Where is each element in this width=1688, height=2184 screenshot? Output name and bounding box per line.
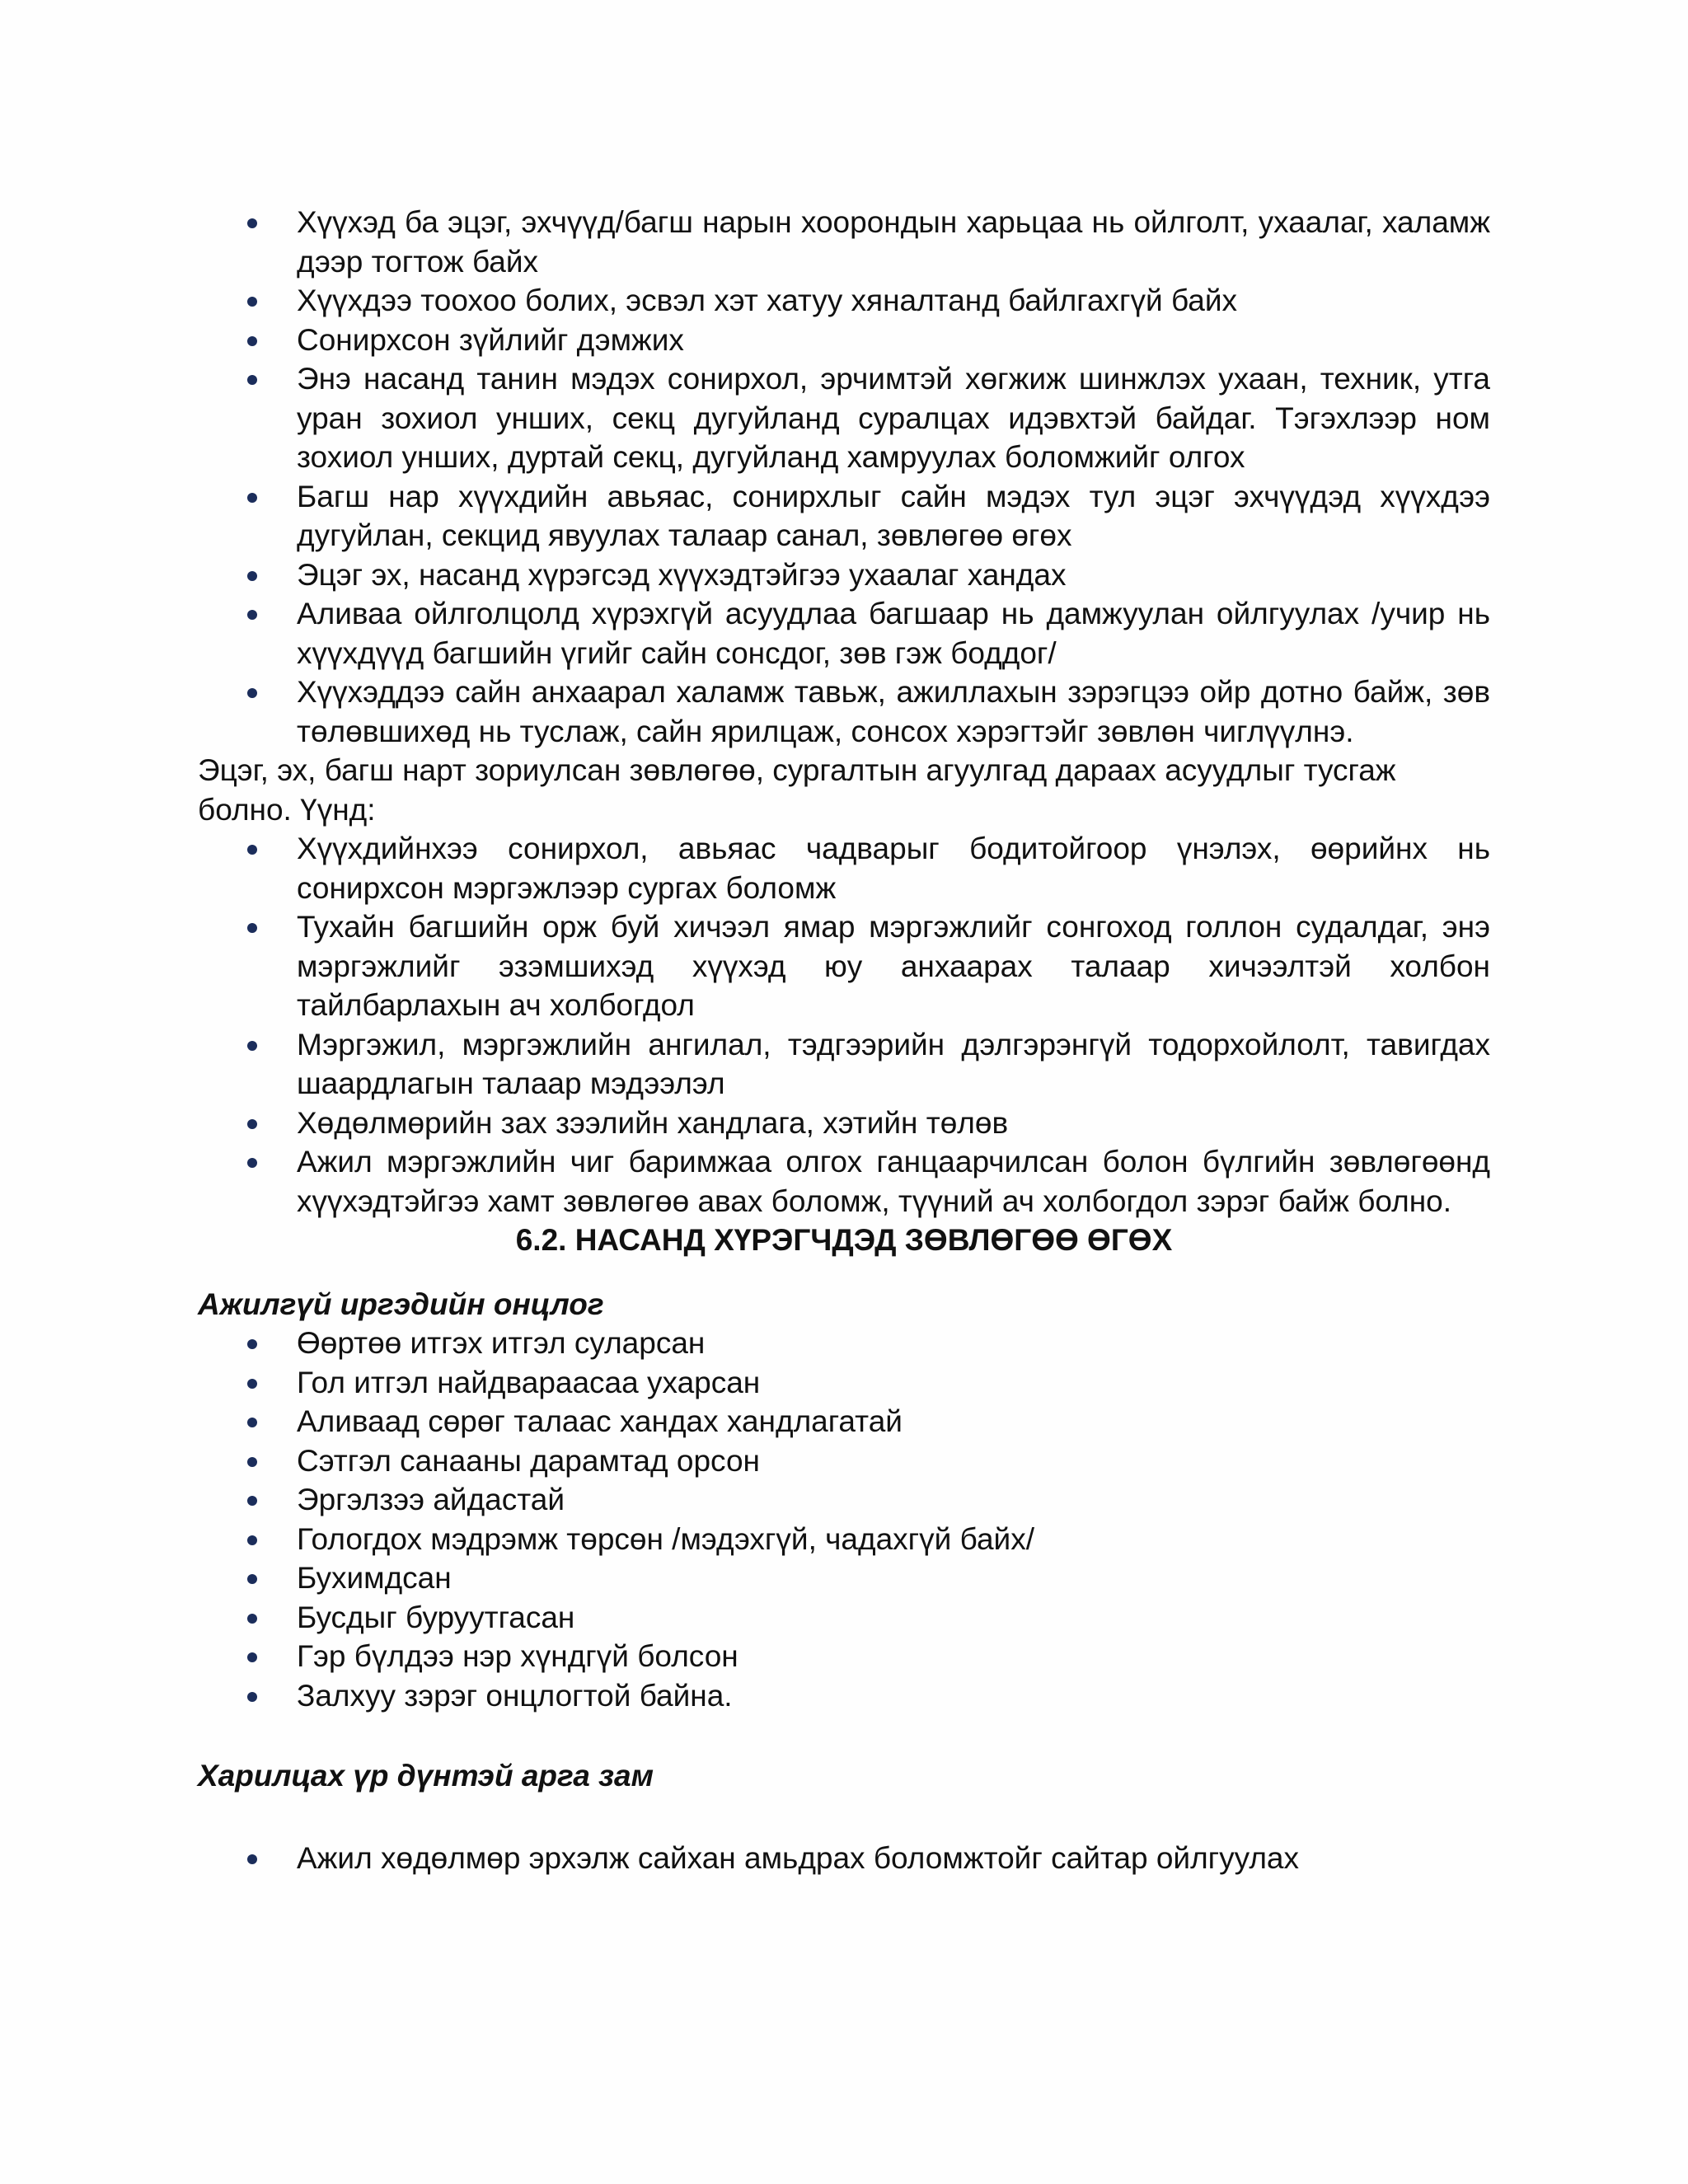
list-item: Гэр бүлдээ нэр хүндгүй болсон (297, 1637, 1490, 1676)
list-item: Энэ насанд танин мэдэх сонирхол, эрчимтэй хөгжиж шинжлэх ухаан, техник, утга уран зохиол унших, секц дугуйланд суралцах идэвхтэй байдаг. Тэгэхлээр ном зохиол унших, дуртай секц, дугуйланд хамруулах боломжийг олгох (297, 359, 1490, 477)
bullet-icon (247, 1418, 257, 1427)
list-item: Ажил мэргэжлийн чиг баримжаа олгох ганцаарчилсан болон бүлгийн зөвлөгөөнд хүүхэдтэйгээ хамт зөвлөгөө авах боломж, түүний ач холбогдол зэрэг байж болно. (297, 1142, 1490, 1221)
bullet-icon (247, 336, 257, 346)
list-item: Хүүхэд ба эцэг, эхчүүд/багш нарын хоорондын харьцаа нь ойлголт, ухаалаг, халамж дээр тогтож байх (297, 203, 1490, 281)
list-item: Бухимдсан (297, 1558, 1490, 1598)
bullet-icon (247, 1119, 257, 1129)
list-item: Хүүхдээ тоохоо болих, эсвэл хэт хатуу хяналтанд байлгахгүй байх (297, 281, 1490, 321)
subheading-unemployed: Ажилгүй иргэдийн онцлог (198, 1286, 604, 1321)
document-body (198, 203, 1490, 1877)
bullet-icon (247, 571, 257, 581)
list-item: Мэргэжил, мэргэжлийн ангилал, тэдгээрийн дэлгэрэнгүй тодорхойлолт, тавигдах шаардлагын талаар мэдээлэл (297, 1025, 1490, 1104)
bullet-icon (247, 1574, 257, 1584)
list-item: Залхуу зэрэг онцлогтой байна. (297, 1676, 1490, 1716)
bullet-icon (247, 688, 257, 698)
bullet-icon (247, 1692, 257, 1702)
list-item: Хүүхэддээ сайн анхаарал халамж тавьж, ажиллахын зэрэгцээ ойр дотно байж, зөв төлөвшихөд нь туслаж, сайн ярилцаж, сонсох хэрэгтэйг зөвлөн чиглүүлнэ. (297, 673, 1490, 751)
bullet-icon (247, 923, 257, 933)
bullet-icon (247, 610, 257, 620)
parent-advice-list (198, 203, 1490, 751)
bullet-icon (247, 297, 257, 307)
list-item: Тухайн багшийн орж буй хичээл ямар мэргэжлийг сонгоход голлон судалдаг, энэ мэргэжлийг эзэмшихэд хүүхэд юу анхаарах талаар хичээлтэй холбон тайлбарлахын ач холбогдол (297, 907, 1490, 1025)
bullet-icon (247, 218, 257, 228)
training-content-list (198, 829, 1490, 1221)
list-item: Аливаа ойлголцолд хүрэхгүй асуудлаа багшаар нь дамжуулан ойлгуулах /учир нь хүүхдүүд багшийн үгийг сайн сонсдог, зөв гэж боддог/ (297, 594, 1490, 673)
unemployed-traits-list (198, 1324, 1490, 1715)
list-item: Сонирхсон зүйлийг дэмжих (297, 321, 1490, 360)
list-item: Ажил хөдөлмөр эрхэлж сайхан амьдрах боломжтойг сайтар ойлгуулах (297, 1839, 1490, 1878)
bullet-icon (247, 845, 257, 855)
list-item: Аливаад сөрөг талаас хандах хандлагатай (297, 1402, 1490, 1441)
bullet-icon (247, 1339, 257, 1349)
list-item: Хүүхдийнхээ сонирхол, авьяас чадварыг бодитойгоор үнэлэх, өөрийнх нь сонирхсон мэргэжлээр сургах боломж (297, 829, 1490, 907)
bullet-icon (247, 1652, 257, 1662)
bullet-icon (247, 1854, 257, 1864)
bullet-icon (247, 375, 257, 385)
list-item: Эцэг эх, насанд хүрэгсэд хүүхэдтэйгээ ухаалаг хандах (297, 555, 1490, 595)
communication-methods-list (198, 1839, 1490, 1878)
list-item: Хөдөлмөрийн зах зээлийн хандлага, хэтийн төлөв (297, 1104, 1490, 1143)
bullet-icon (247, 1457, 257, 1467)
list-item: Бусдыг буруутгасан (297, 1598, 1490, 1638)
intro-paragraph: Эцэг, эх, багш нарт зориулсан зөвлөгөө, сургалтын агуулгад дараах асуудлыг тусгаж болно. Үүнд: (198, 753, 1396, 827)
bullet-icon (247, 493, 257, 503)
subheading-communication: Харилцах үр дүнтэй арга зам (198, 1759, 654, 1793)
section-title: 6.2. НАСАНД ХҮРЭГЧДЭД ЗӨВЛӨГӨӨ ӨГӨХ (515, 1223, 1173, 1257)
bullet-icon (247, 1158, 257, 1168)
bullet-icon (247, 1379, 257, 1389)
list-item: Гологдох мэдрэмж төрсөн /мэдэхгүй, чадахгүй байх/ (297, 1520, 1490, 1559)
bullet-icon (247, 1614, 257, 1624)
list-item: Сэтгэл санааны дарамтад орсон (297, 1441, 1490, 1481)
list-item: Багш нар хүүхдийн авьяас, сонирхлыг сайн мэдэх тул эцэг эхчүүдэд хүүхдээ дугуйлан, секцид явуулах талаар санал, зөвлөгөө өгөх (297, 477, 1490, 555)
bullet-icon (247, 1041, 257, 1051)
list-item: Өөртөө итгэх итгэл суларсан (297, 1324, 1490, 1363)
list-item: Гол итгэл найдвараасаа ухарсан (297, 1363, 1490, 1403)
bullet-icon (247, 1535, 257, 1545)
list-item: Эргэлзээ айдастай (297, 1480, 1490, 1520)
bullet-icon (247, 1496, 257, 1506)
